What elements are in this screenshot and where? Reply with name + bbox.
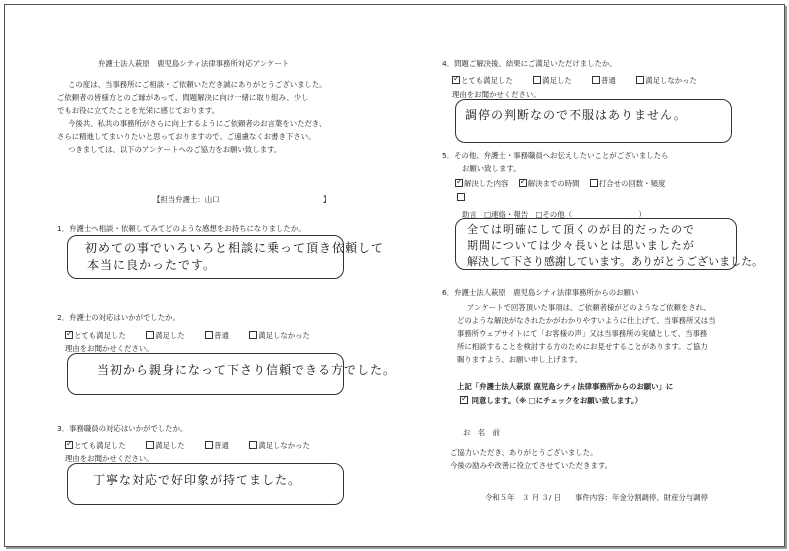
checkbox-checked[interactable]: [65, 331, 73, 339]
q5-options-row2: 助言 □連絡・報告 □その他（ ）: [462, 210, 646, 219]
intro-line: この度は、当事務所にご相談・ご依頼いただき誠にありがとうございました。: [68, 80, 327, 89]
q6-body-line: 事務所ウェブサイトにて「お客様の声」又は当事務所の実績として、当事務: [457, 329, 708, 338]
checkbox[interactable]: [146, 331, 154, 339]
handwritten-answer-5: 期間については少々長いとは思いましたが: [467, 239, 695, 252]
checkbox[interactable]: [533, 76, 541, 84]
handwritten-answer-3: 丁寧な対応で好印象が持てました。: [93, 473, 302, 487]
case-type: 事件内容：年金分割調停、財産分与調停: [575, 493, 709, 502]
checkbox[interactable]: [205, 331, 213, 339]
q4-options: ✓とても満足した 満足した 普通 満足しなかった: [452, 76, 715, 85]
question-4: 4．問題ご解決後、結果にご満足いただけましたか。: [442, 59, 617, 68]
checkbox-checked[interactable]: [455, 179, 463, 187]
reason-label: 理由をお聞かせください。: [65, 344, 154, 353]
reason-label: 理由をお聞かせください。: [65, 454, 154, 463]
checkbox[interactable]: [457, 193, 465, 201]
question-2: 2．弁護士の対応はいかがでしたか。: [57, 313, 180, 322]
intro-line: つきましては、以下のアンケートへのご協力をお願い致します。: [68, 145, 282, 154]
q2-options: ✓とても満足した 満足した 普通 満足しなかった: [65, 331, 328, 340]
question-5-cont: お願い致します。: [462, 164, 521, 173]
checkbox[interactable]: [205, 441, 213, 449]
checkbox[interactable]: [636, 76, 644, 84]
question-1: 1．弁護士へ相談・依頼してみてどのような感想をお持ちになりましたか。: [57, 224, 306, 233]
q6-body-line: 所に相談することを検討する方のためにお見せすることがあります。ご協力: [457, 342, 708, 351]
consent-checkbox[interactable]: [460, 396, 468, 404]
assigned-lawyer: 【担当弁護士：山口 】: [153, 195, 331, 204]
checkbox[interactable]: [592, 76, 600, 84]
intro-line: さらに精進してまいりたいと思っておりますので、ご遠慮なくお書き下さい。: [57, 132, 316, 141]
consent-title: 上記「弁護士法人萩原 鹿児島シティ法律事務所からのお願い」に: [457, 382, 674, 391]
q6-body-line: アンケートで回答頂いた事項は、ご依頼者様がどのようなご依頼をされ、: [467, 303, 711, 312]
checkbox[interactable]: [249, 331, 257, 339]
handwritten-answer-4: 調停の判断なので不服はありません。: [465, 108, 687, 122]
consent-line: ✓ 同意します。（※ □にチェックをお願い致します。）: [460, 396, 642, 405]
q6-body-line: 賜りますよう、お願い申し上げます。: [457, 355, 583, 364]
q5-option-blank: [457, 193, 466, 202]
date: 令和５年 ３ 月 ３/ 日: [485, 493, 562, 502]
handwritten-answer-1: 初めての事でいろいろと相談に乗って頂き依頼して: [85, 241, 385, 255]
survey-title: 弁護士法人萩原 鹿児島シティ法律事務所対応アンケート: [98, 59, 290, 68]
intro-line: 今後共、私共の事務所がさらに向上するようにご依頼者のお言葉をいただき、: [68, 119, 327, 128]
thanks-line: 今後の励みや改善に役立てさせていただきます。: [450, 461, 613, 470]
q5-options: ✓解決した内容 ✓ 解決までの時間 打合せの回数・頻度: [455, 179, 665, 188]
name-label: お 名 前: [463, 428, 500, 437]
intro-line: ご依頼者の皆様方とのご縁があって、問題解決に向け一緒に取り組み、少し: [57, 93, 309, 102]
question-5: 5．その他、弁護士・事務職員へお伝えしたいことがございましたら: [442, 151, 669, 160]
document-page: [4, 4, 785, 547]
checkbox[interactable]: [590, 179, 598, 187]
reason-label: 理由をお聞かせください。: [452, 90, 541, 99]
q6-body-line: どのような解決がなされたかがわかりやすいように仕上げて、当事務所又は当: [457, 316, 716, 325]
handwritten-answer-5: 解決して下さり感謝しています。ありがとうございました。: [467, 255, 764, 268]
intro-line: でもお役に立てたことを光栄に感じております。: [57, 106, 220, 115]
handwritten-answer-2: 当初から親身になって下さり信頼できる方でした。: [97, 363, 397, 377]
q3-options: ✓とても満足した 満足した 普通 満足しなかった: [65, 441, 328, 450]
checkbox[interactable]: [146, 441, 154, 449]
checkbox-checked[interactable]: [519, 179, 527, 187]
handwritten-answer-5: 全ては明確にして頂くのが目的だったので: [467, 223, 695, 236]
question-6: 6．弁護士法人萩原 鹿児島シティ法律事務所からのお願い: [442, 288, 639, 297]
handwritten-answer-1: 本当に良かったです。: [87, 258, 217, 272]
question-3: 3．事務職員の対応はいかがでしたか。: [57, 424, 188, 433]
checkbox-checked[interactable]: [65, 441, 73, 449]
thanks-line: ご協力いただき、ありがとうございました。: [450, 448, 598, 457]
checkbox-checked[interactable]: [452, 76, 460, 84]
checkbox[interactable]: [249, 441, 257, 449]
